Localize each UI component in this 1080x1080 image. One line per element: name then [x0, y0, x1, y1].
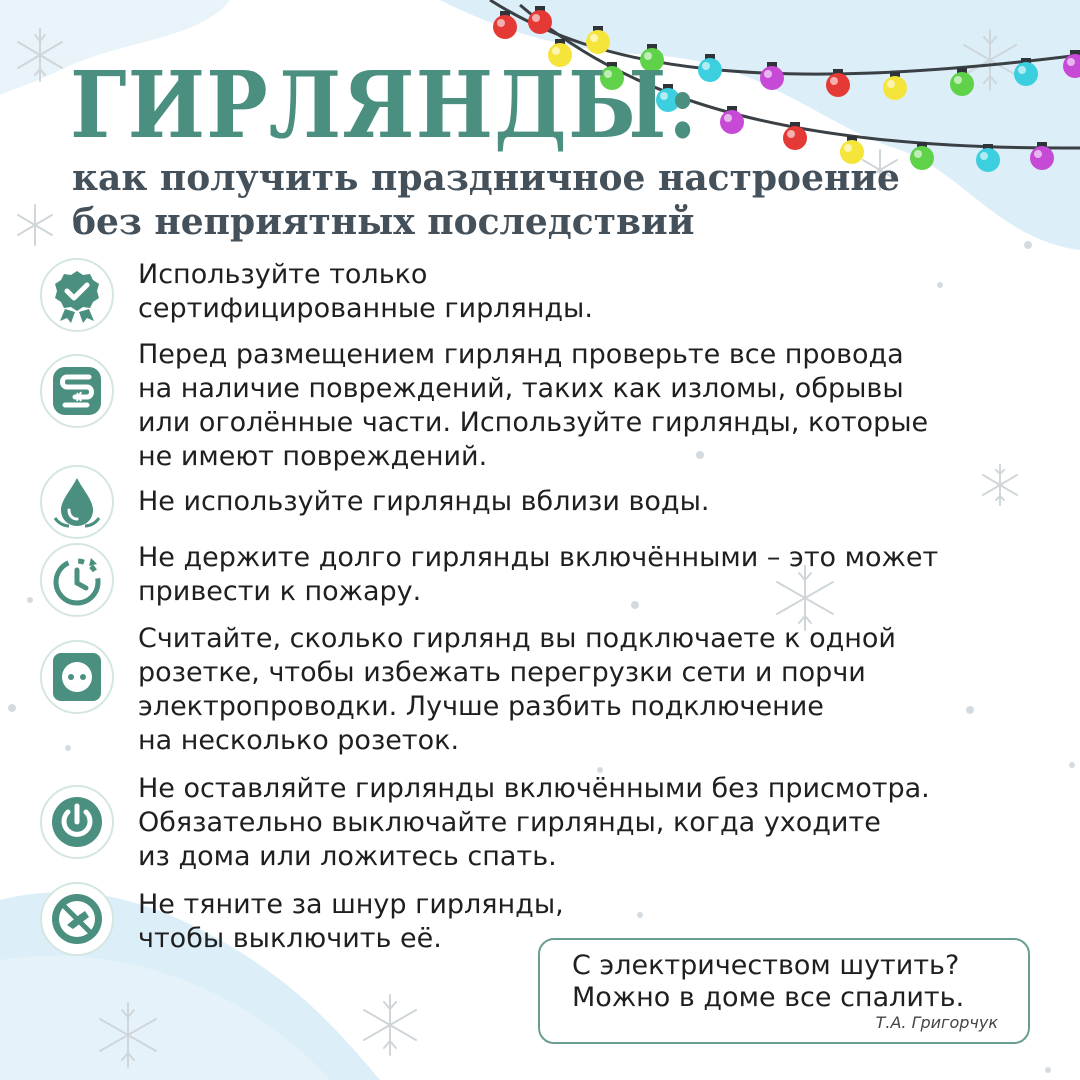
tip-text [138, 772, 1038, 874]
tip-line: сертифицированные гирлянды. [138, 293, 593, 324]
timer-icon [40, 543, 114, 617]
tip-line: Перед размещением гирлянд проверьте все провода [138, 339, 904, 370]
certified-badge-icon [40, 258, 114, 332]
tip-text [138, 622, 1038, 758]
tip-line: Не оставляйте гирлянды включёнными без присмотра. [138, 773, 930, 804]
tip-line: на несколько розеток. [138, 725, 460, 756]
tip-text [138, 338, 1038, 474]
quote-box [538, 938, 1030, 1044]
tip-line: не имеют повреждений. [138, 441, 488, 472]
power-icon [40, 785, 114, 859]
tip-line: привести к пожару. [138, 576, 422, 607]
page-subtitle [72, 156, 932, 244]
tip-line: Обязательно выключайте гирлянды, когда уходите [138, 807, 881, 838]
tip-line: Не тяните за шнур гирлянды, [138, 889, 564, 920]
socket-icon [40, 640, 114, 714]
water-drop-icon [40, 465, 114, 539]
tip-line: на наличие повреждений, таких как изломы, обрывы [138, 373, 904, 404]
tip-line: Считайте, сколько гирлянд вы подключаете к одной [138, 623, 896, 654]
tip-line: Не используйте гирлянды вблизи воды. [138, 486, 710, 517]
page-title: ГИРЛЯНДЫ: [70, 52, 699, 160]
tip-text [138, 541, 1038, 609]
quote-line-2: Можно в доме все спалить. [572, 982, 965, 1013]
snowflake-icon [364, 995, 416, 1055]
tip-line: электропроводки. Лучше разбить подключение [138, 691, 824, 722]
quote-author: Т.А. Григорчук [875, 1013, 998, 1032]
no-pull-cord-icon [40, 882, 114, 956]
damaged-wire-icon [40, 354, 114, 428]
quote-line-1: С электричеством шутить? [572, 950, 960, 981]
tip-line: розетке, чтобы избежать перегрузки сети и порчи [138, 657, 866, 688]
tip-line: Используйте только [138, 259, 428, 290]
subtitle-line-2: без неприятных последствий [72, 201, 695, 243]
tip-line: из дома или ложитесь спать. [138, 841, 557, 872]
tip-line: чтобы выключить её. [138, 923, 442, 954]
tip-line: Не держите долго гирлянды включёнными – это может [138, 542, 939, 573]
tip-text [138, 485, 1038, 519]
tip-text [138, 258, 1038, 326]
subtitle-line-1: как получить праздничное настроение [72, 157, 900, 199]
snowflake-icon [18, 205, 52, 245]
tip-line: или оголённые части. Используйте гирлянды, которые [138, 407, 929, 438]
